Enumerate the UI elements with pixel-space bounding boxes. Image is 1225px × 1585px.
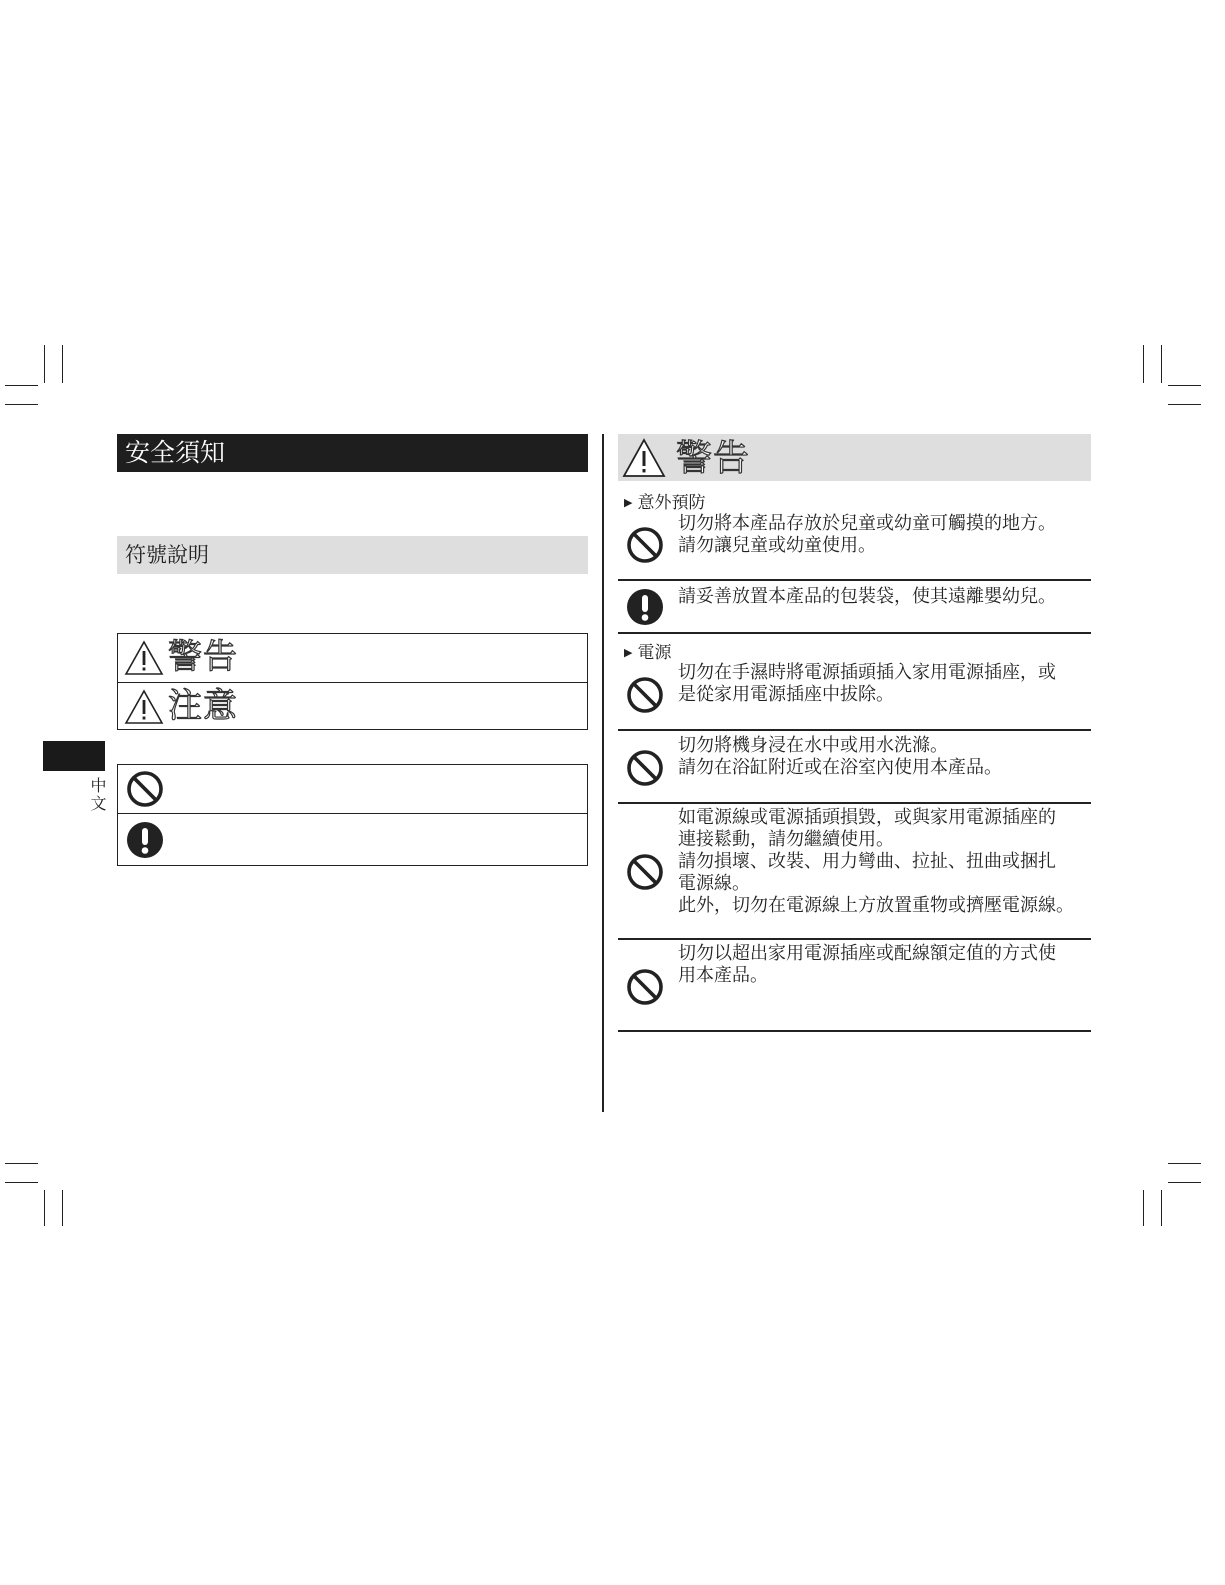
crop-mark — [62, 345, 63, 383]
prohibition-icon — [626, 968, 664, 1006]
item-divider — [618, 938, 1091, 940]
text-line: 連接鬆動，請勿繼續使用。 — [678, 829, 894, 850]
text-line: 切勿將本產品存放於兒童或幼童可觸摸的地方。 — [678, 513, 1056, 534]
crop-mark — [44, 345, 45, 383]
crop-mark — [5, 404, 38, 405]
crop-mark — [1168, 1182, 1201, 1183]
warning-triangle-icon — [124, 640, 164, 676]
warning-item-text — [678, 662, 1098, 706]
item-divider — [618, 729, 1091, 731]
signal-word-table — [117, 633, 588, 730]
crop-mark — [1168, 385, 1201, 386]
column-divider — [602, 434, 604, 1112]
warning-item-text — [678, 943, 1098, 987]
prohibition-row — [118, 765, 587, 813]
caution-word: 注意 — [168, 686, 238, 726]
text-line: 是從家用電源插座中拔除。 — [678, 684, 894, 705]
mandatory-action-icon — [126, 821, 164, 859]
crop-mark — [44, 1190, 45, 1226]
warning-item-text — [678, 735, 1098, 779]
section-label-text: 電源 — [637, 643, 672, 663]
text-line: 此外，切勿在電源線上方放置重物或擠壓電源線。 — [678, 895, 1074, 916]
language-tab — [43, 741, 105, 771]
warning-header-word: 警告 — [676, 438, 751, 479]
language-tab-label: 中文 — [88, 777, 107, 813]
text-line: 電源線。 — [678, 873, 750, 894]
crop-mark — [5, 1182, 38, 1183]
caution-row — [118, 682, 587, 730]
section-heading: 符號說明 — [117, 536, 588, 574]
crop-mark — [1168, 1163, 1201, 1164]
text-line: 用本產品。 — [678, 965, 768, 986]
crop-mark — [62, 1190, 63, 1226]
text-line: 如電源線或電源插頭損毀，或與家用電源插座的 — [678, 807, 1056, 828]
warning-item-text — [678, 807, 1098, 917]
crop-mark — [1168, 404, 1201, 405]
warning-triangle-icon — [124, 689, 164, 725]
section-label-power-supply — [624, 638, 671, 663]
text-line: 請妥善放置本產品的包裝袋，使其遠離嬰幼兒。 — [678, 586, 1056, 607]
crop-mark — [1143, 1190, 1144, 1226]
prohibition-icon — [626, 853, 664, 891]
warning-header — [618, 434, 1091, 481]
section-end-rule — [618, 1030, 1091, 1032]
mandatory-action-icon — [626, 588, 664, 626]
crop-mark — [5, 1163, 38, 1164]
warning-row — [118, 634, 587, 682]
crop-mark — [5, 385, 38, 386]
text-line: 切勿將機身浸在水中或用水洗滌。 — [678, 735, 948, 756]
mandatory-row — [118, 813, 587, 865]
prohibition-icon — [626, 526, 664, 564]
warning-item-text — [678, 513, 1098, 557]
text-line: 切勿在手濕時將電源插頭插入家用電源插座，或 — [678, 662, 1056, 683]
warning-word: 警告 — [168, 637, 238, 677]
item-divider — [618, 579, 1091, 581]
crop-mark — [1161, 1190, 1162, 1226]
warning-triangle-icon — [622, 438, 666, 478]
symbol-table — [117, 764, 588, 866]
crop-mark — [1161, 345, 1162, 383]
item-divider — [618, 802, 1091, 804]
crop-mark — [1143, 345, 1144, 383]
item-divider — [618, 632, 1091, 634]
triangle-bullet-icon: ▶ — [624, 646, 633, 659]
section-label-text: 意外預防 — [637, 493, 706, 513]
warning-item-text — [678, 586, 1098, 608]
triangle-bullet-icon: ▶ — [624, 496, 633, 509]
prohibition-icon — [626, 749, 664, 787]
section-label-accident-prevention — [624, 488, 705, 513]
text-line: 切勿以超出家用電源插座或配線額定值的方式使 — [678, 943, 1056, 964]
text-line: 請勿在浴缸附近或在浴室內使用本產品。 — [678, 757, 1002, 778]
prohibition-icon — [626, 676, 664, 714]
text-line: 請勿讓兒童或幼童使用。 — [678, 535, 876, 556]
text-line: 請勿損壞、改裝、用力彎曲、拉扯、扭曲或捆扎 — [678, 851, 1056, 872]
prohibition-icon — [126, 770, 164, 808]
page-title: 安全須知 — [117, 434, 588, 472]
